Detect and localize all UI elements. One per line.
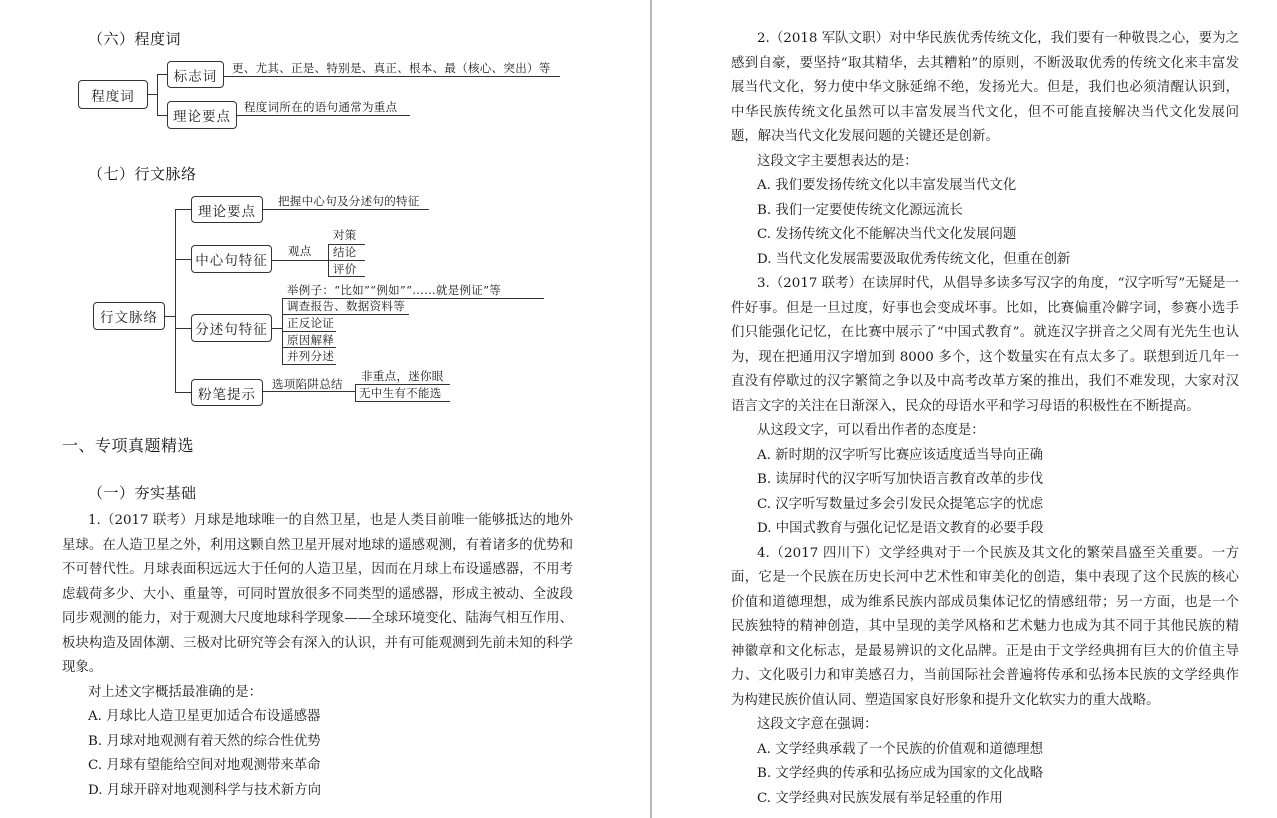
mindmap-node-theory-points: 理论要点: [167, 101, 237, 129]
leaf-not-key: 非重点，迷你眼: [361, 369, 444, 383]
option-c: C. 文学经典对民族发展有举足轻重的作用: [757, 790, 1003, 806]
mindmap-node-fenbi-tips: 粉笔提示: [191, 379, 263, 406]
question-4-stem: 4.（2017 四川下）文学经典对于一个民族及其文化的繁荣昌盛至关重要。一方面，它是一个民族在历史长河中艺术性和审美化的创造，集中表现了这个民族的核心价值和道德理想，成为维系民族内部成员集体记忆的情感纽带；另一方面，也是一个民族独特的精神创造，其中呈现的美学风格和艺术魅力也成为其不同于其他民族的精神徽章和文化标志，是最易辨识的文化品牌。正是由于文学经典拥有巨大的价值主导力、文化吸引力和审美感召力，当前国际社会普遍将传承和弘扬本民族的文学经典作为构建民族价值认同、塑造国家良好形象和提升文化软实力的重大战略。: [731, 545, 1239, 708]
option-d: D. 中国式教育与强化记忆是语文教育的必要手段: [757, 521, 1044, 536]
mindmap-leaf-theory-points: 把握中心句及分述句的特征: [278, 194, 420, 208]
mindmap-node-marker-words: 标志词: [167, 61, 224, 88]
connector: [272, 328, 282, 329]
part-heading: 一、专项真题精选: [62, 436, 195, 455]
leaf-survey-data: 调查报告、数据资料等: [287, 299, 405, 313]
option-b: B. 月球对地观测有着天然的综合性优势: [88, 733, 321, 749]
connector: [157, 115, 167, 116]
connector: [157, 74, 167, 75]
leaf-parallel: 并列分述: [287, 349, 335, 363]
leaf-examples: 举例子：“比如”“例如”“……就是例证”等: [287, 283, 502, 297]
section-heading-text-structure: （七）行文脉络: [88, 165, 197, 183]
option-d: D. 月球开辟对地观测科学与技术新方向: [88, 782, 322, 798]
option-a: A. 我们要发扬传统文化以丰富发展当代文化: [757, 178, 1017, 193]
option-a: A. 月球比人造卫星更加适合布设遥感器: [88, 709, 321, 724]
underline: [224, 76, 560, 77]
leaf-evaluation: 评价: [333, 262, 357, 276]
option-b: B. 读屏时代的汉字听写加快语言教育改革的步伐: [757, 472, 1044, 487]
option-a: A. 新时期的汉字听写比赛应该适度适当导向正确: [757, 447, 1043, 463]
connector-label-viewpoint: 观点: [288, 244, 312, 258]
connector: [165, 316, 175, 317]
connector: [355, 384, 356, 401]
mindmap-leaf-marker-words: 更、尤其、正是、特别是、真正、根本、最（核心、突出）等: [232, 61, 551, 75]
leaf-countermeasure: 对策: [333, 228, 357, 242]
mindmap-node-theory-points: 理论要点: [191, 196, 263, 223]
option-d: D. 当代文化发展需要汲取优秀传统文化，但重在创新: [757, 251, 1071, 267]
sub-heading: （一）夯实基础: [88, 484, 197, 502]
mindmap-node-supporting-sentence: 分述句特征: [191, 314, 272, 342]
option-c: C. 发扬传统文化不能解决当代文化发展问题: [757, 227, 1017, 242]
question-prompt: 对上述文字概括最准确的是：: [88, 684, 263, 700]
connector-label-option-traps: 选项陷阱总结: [272, 377, 343, 391]
question-prompt: 这段文字主要想表达的是：: [757, 153, 918, 169]
leaf-conclusion: 结论: [333, 245, 357, 259]
option-c: C. 汉字听写数量过多会引发民众提笔忘字的忧虑: [757, 496, 1044, 512]
underline: [355, 401, 450, 402]
leaf-pros-cons: 正反论证: [287, 316, 335, 330]
question-stem: 1.（2017 联考）月球是地球唯一的自然卫星，也是人类目前唯一能够抵达的地外星球。在人造卫星之外，利用这颗自然卫星开展对地球的遥感观测，有着诸多的优势和不可替代性。月球表面积远远大于任何的人造卫星，因而在月球上布设遥感器，不用考虑载荷多少、大小、重量等，可同时置放很多不同类型的遥感器，形成主被动、全波段同步观测的能力，对于观测大尺度地球科学现象——全球环境变化、陆海气相互作用、板块构造及固体潮、三极对比研究等会有深入的认识，并有可能观测到先前未知的科学现象。: [62, 513, 573, 675]
question-3-prompt: 从这段文字，可以看出作者的态度是：: [757, 423, 985, 438]
underline: [282, 364, 336, 365]
leaf-fabricated: 无中生有不能选: [359, 386, 442, 400]
question-stem: 2.（2018 军队文职）对中华民族优秀传统文化，我们要有一种敬畏之心，要为之感到自豪，要坚持“取其精华，去其糟粕”的原则，不断汲取优秀的传统文化来丰富发展当代文化，努力使中华文脉延绵不绝，发扬光大。但是，我们也必须清醒认识到，中华民族传统文化虽然可以丰富发展当代文化，但不可能直接解决当代文化发展问题，解决当代文化发展问题的关键还是创新。: [731, 31, 1239, 144]
mindmap-node-central-sentence: 中心句特征: [191, 245, 272, 273]
underline: [237, 115, 410, 116]
option-b: B. 我们一定要使传统文化源远流长: [757, 202, 963, 218]
underline: [328, 276, 365, 277]
option-b: B. 文学经典的传承和弘扬应成为国家的文化战略: [757, 766, 1044, 781]
option-a: A. 文学经典承载了一个民族的价值观和道德理想: [757, 741, 1043, 757]
connector: [148, 94, 157, 95]
question-4-prompt: 这段文字意在强调：: [757, 717, 878, 732]
question-2: [731, 27, 1239, 811]
question-3-stem: 3.（2017 联考）在读屏时代，从倡导多读多写汉字的角度，“汉字听写”无疑是一件好事。但是一旦过度，好事也会变成坏事。比如，比赛偏重冷僻字词，参赛小选手们只能强化记忆，在比赛中展示了“中国式教育”。就连汉字拼音之父周有光先生也认为，现在把通用汉字增加到 8000 多个，这个数量实在有点太多了。联想到近几年一直没有停歇过的汉字繁简之争以及中高考改革方案的推出，我们不难发现，大家对汉语言文字的关注在日渐深入，民众的母语水平和学习母语的积极性在不断提高。: [731, 276, 1239, 414]
mindmap-root-degree-words: 程度词: [78, 80, 148, 109]
connector: [175, 209, 191, 210]
connector: [175, 209, 176, 393]
leaf-cause-explanation: 原因解释: [287, 333, 335, 347]
connector: [175, 392, 191, 393]
section-heading-degree-words: （六）程度词: [88, 30, 182, 48]
connector: [157, 74, 158, 116]
mindmap-root-text-structure: 行文脉络: [93, 302, 165, 330]
connector: [175, 328, 191, 329]
connector: [175, 259, 191, 260]
option-c: C. 月球有望能给空间对地观测带来革命: [88, 758, 321, 773]
question-1: [62, 509, 573, 803]
mindmap-leaf-theory-points: 程度词所在的语句通常为重点: [244, 100, 398, 114]
connector: [272, 260, 328, 261]
underline: [263, 209, 429, 210]
